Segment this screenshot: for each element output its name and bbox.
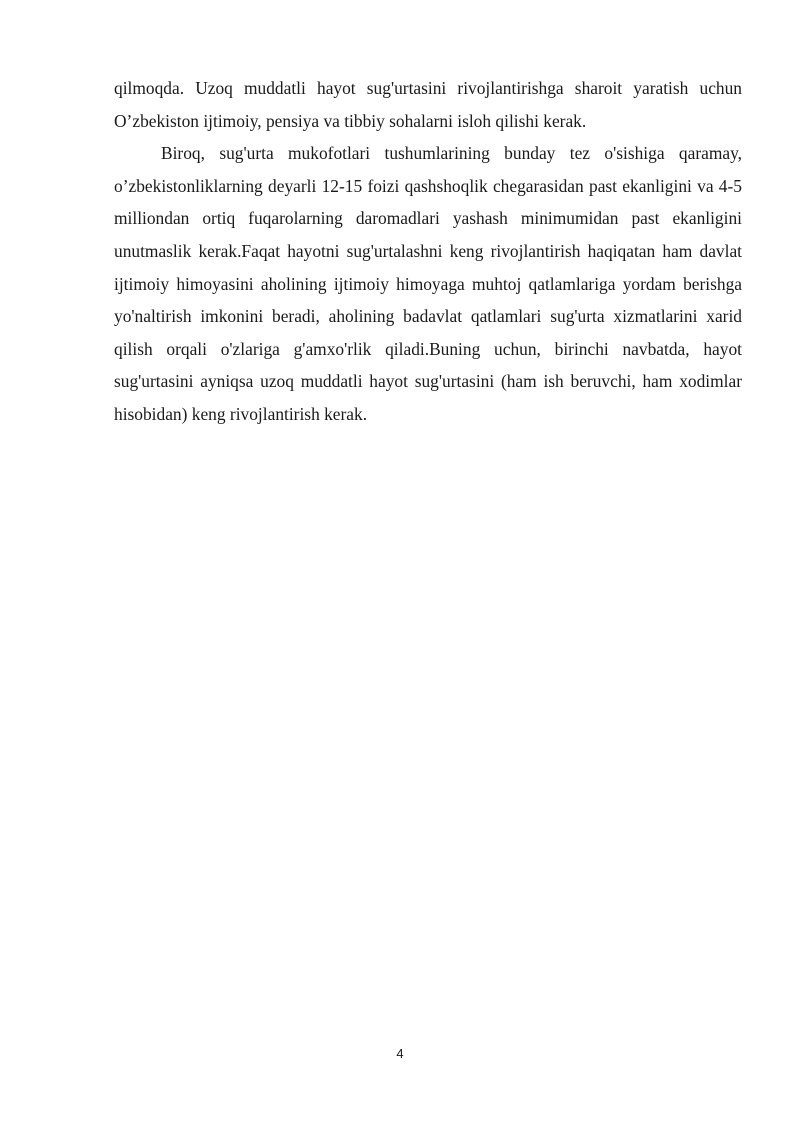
paragraph-continuation: qilmoqda. Uzoq muddatli hayot sug'urtasini rivojlantirishga sharoit yaratish uchun O’zbekiston ijtimoiy, pensiya va tibbiy sohalarni isloh qilishi kerak. (114, 78, 742, 131)
page-number: 4 (396, 1046, 404, 1061)
paragraph: Biroq, sug'urta mukofotlari tushumlarining bunday tez o'sishiga qaramay, o’zbekistonliklarning deyarli 12-15 foizi qashshoqlik chegarasidan past ekanligini va 4-5 milliondan ortiq fuqarolarning daromadlari yashash minimumidan past ekanligini unutmaslik kerak.Faqat hayotni sug'urtalashni keng rivojlantirish haqiqatan ham davlat ijtimoiy himoyasini aholining ijtimoiy himoyaga muhtoj qatlamlariga yordam berishga yo'naltirish imkonini beradi, aholining badavlat qatlamlari sug'urta xizmatlarini xarid qilish orqali o'zlariga g'amxo'rlik qiladi.Buning uchun, birinchi navbatda, hayot sug'urtasini ayniqsa uzoq muddatli hayot sug'urtasini (ham ish beruvchi, ham xodimlar hisobidan) keng rivojlantirish kerak. (114, 143, 742, 424)
body-text (114, 72, 742, 431)
